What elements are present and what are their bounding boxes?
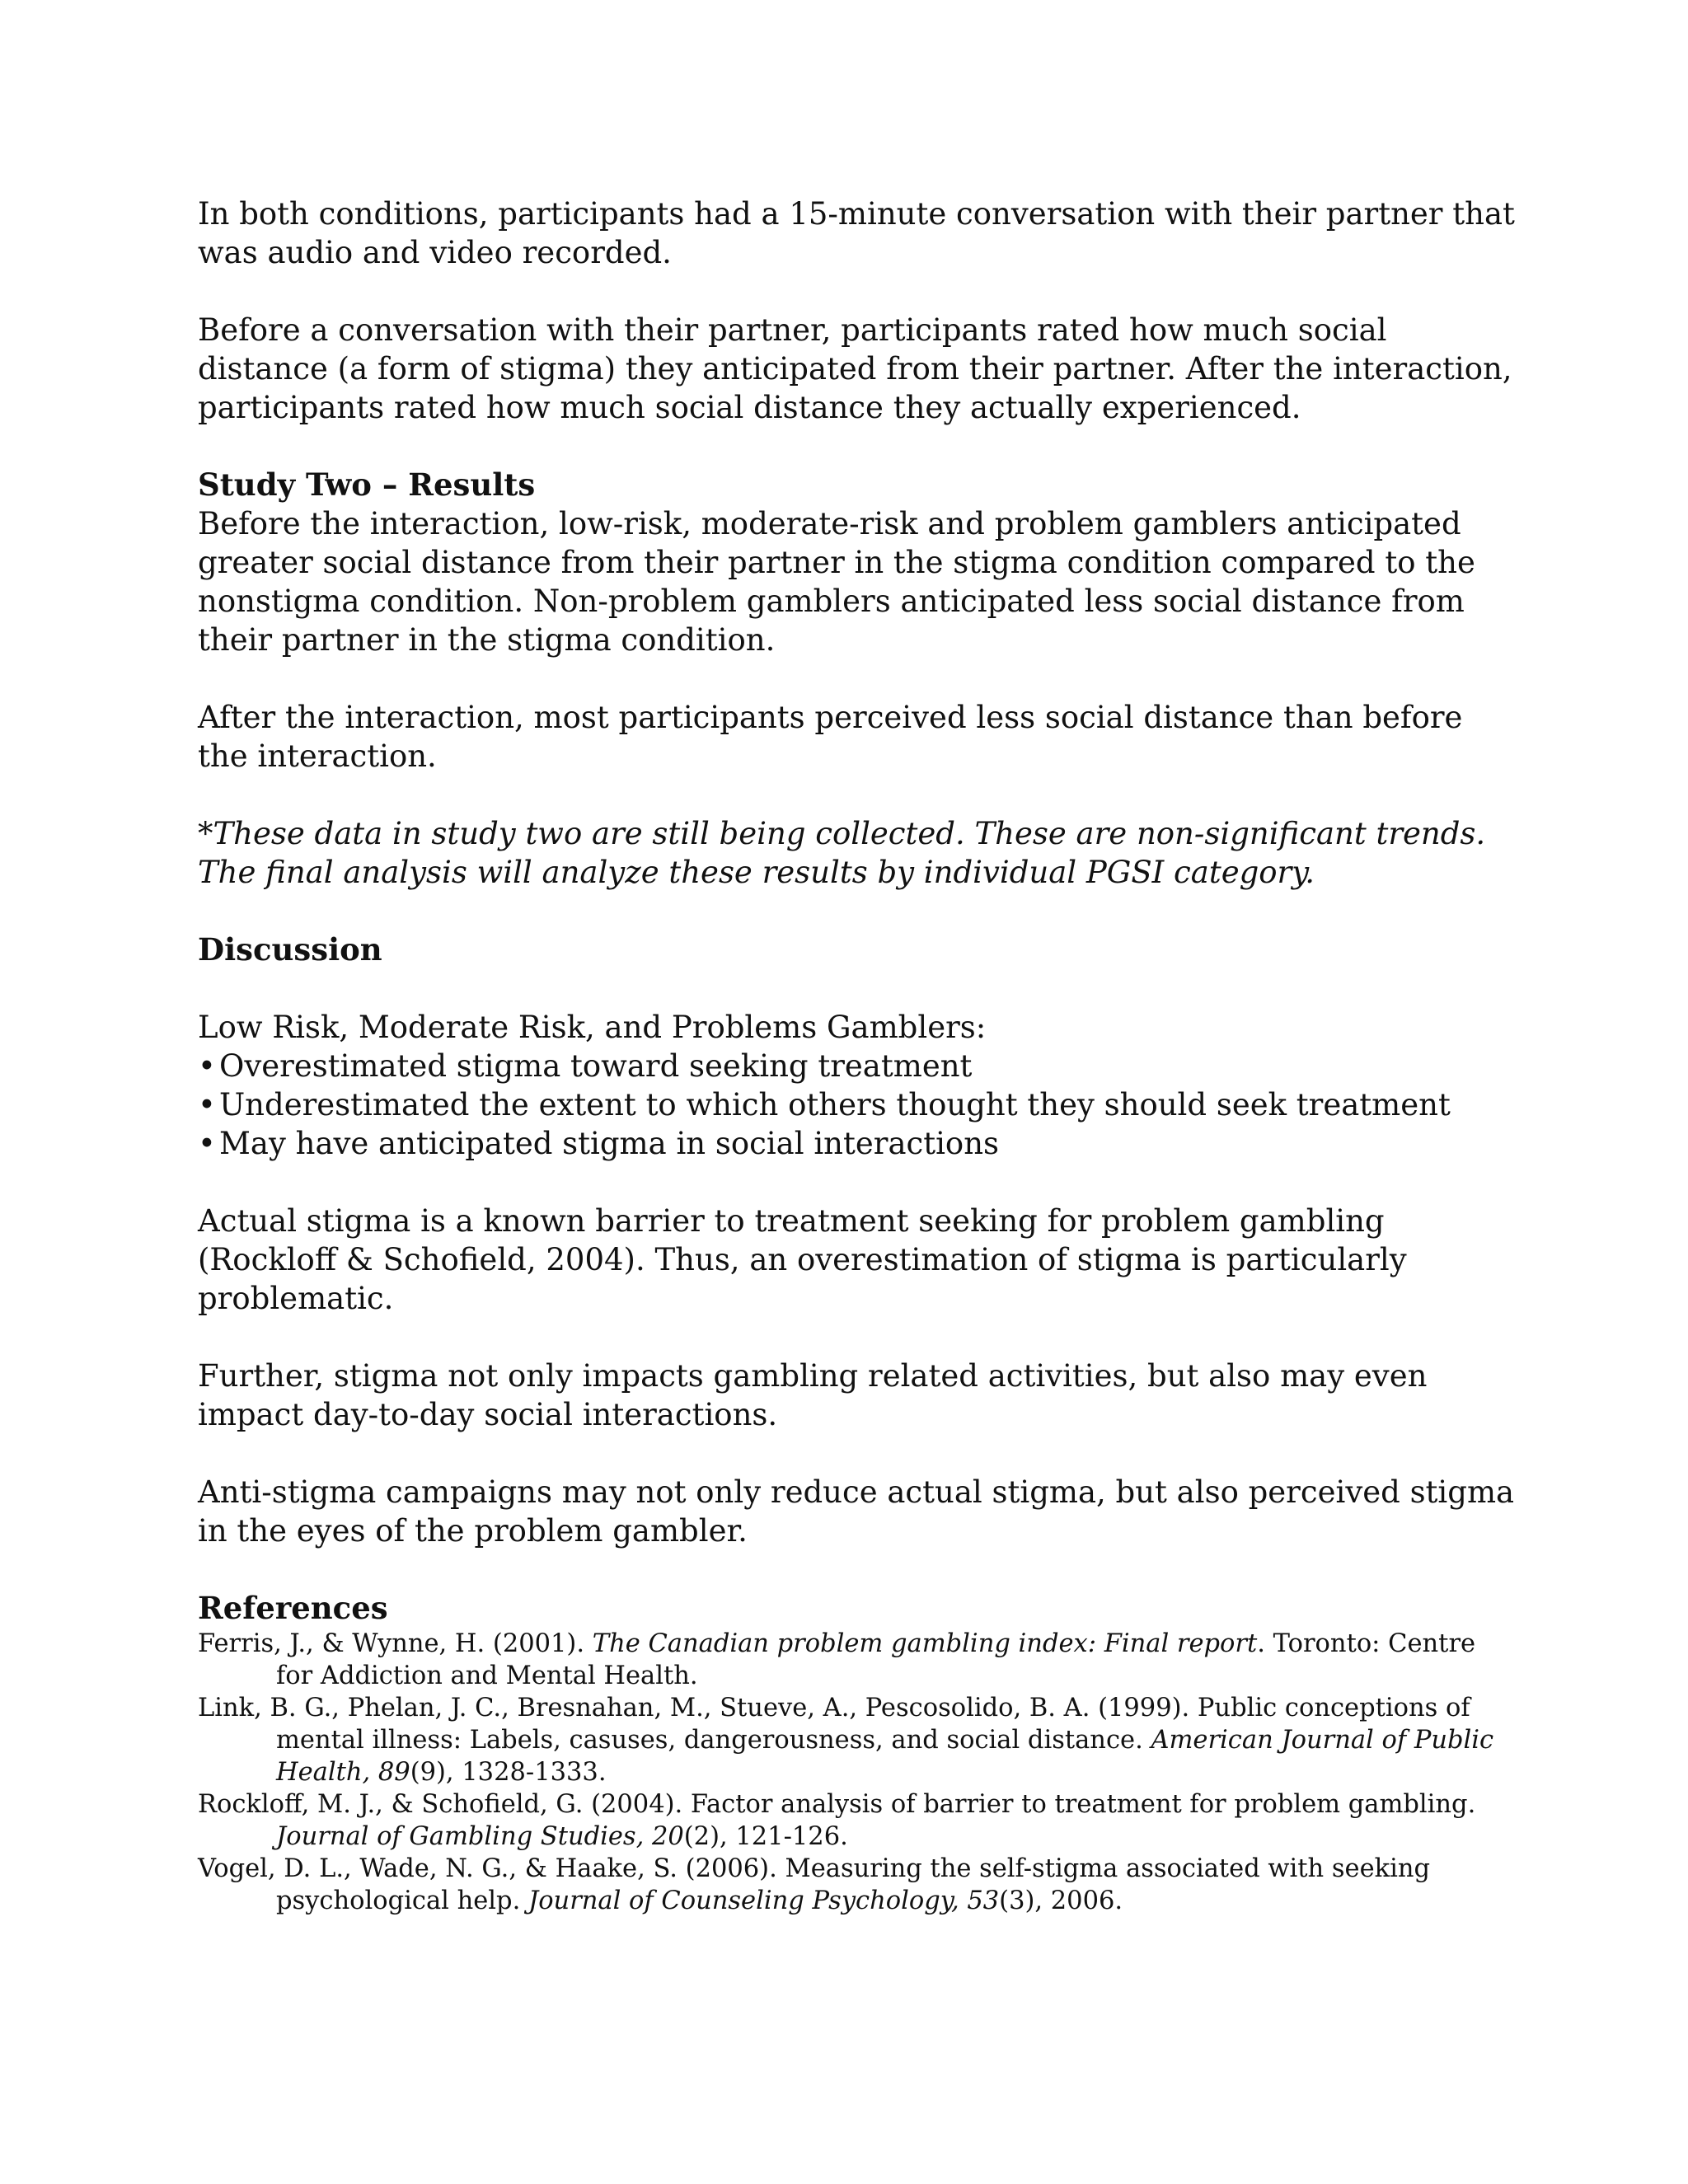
intro-paragraph-2: Before a conversation with their partner, participants rated how much social distance (a form of stigma) they anticipated from their partner. After the interaction, participants rated how much social distance they actually experienced. [198,312,1512,425]
reference-entry [198,1628,1517,1692]
bullet-mark: • [198,1087,216,1122]
study-two-paragraph-2: After the interaction, most participants perceived less social distance than before the interaction. [198,700,1463,774]
reference-entry [198,1692,1517,1788]
references-heading: References [198,1590,388,1626]
note-text: These data in study two are still being collected. These are non-significant trends. The final analysis will analyze these results by individual PGSI category. [198,816,1486,890]
reference-title: Journal of Counseling Psychology, 53 [528,1886,1000,1915]
study-two-results-heading: Study Two – Results [198,466,536,503]
reference-text: Ferris, J., & Wynne, H. (2001). [198,1629,593,1658]
discussion-paragraph-2: Further, stigma not only impacts gambling related activities, but also may even impact day-to-day social interactions. [198,1358,1428,1432]
list-item [198,1085,1517,1124]
document-page [198,194,1517,1917]
study-two-note [198,814,1517,892]
list-item [198,1047,1517,1085]
bullet-mark: • [198,1126,216,1161]
list-item-text: Underestimated the extent to which others thought they should seek treatment [219,1087,1451,1122]
reference-title: American Journal of Public Health, 89 [276,1726,1494,1787]
discussion-list-intro: Low Risk, Moderate Risk, and Problems Gamblers: [198,1010,987,1045]
list-item [198,1124,1517,1163]
reference-text: (3), 2006. [999,1886,1123,1915]
reference-text: . Toronto: Centre for Addiction and Mental Health. [276,1629,1476,1690]
reference-text: (2), 121-126. [683,1822,848,1851]
list-item-text: May have anticipated stigma in social interactions [219,1126,1000,1161]
reference-text: Vogel, D. L., Wade, N. G., & Haake, S. (2006). Measuring the self-stigma associated with seeking psychological help. [198,1854,1431,1915]
reference-text: (9), 1328-1333. [410,1758,607,1787]
discussion-paragraph-1: Actual stigma is a known barrier to treatment seeking for problem gambling (Rockloff & Schofield, 2004). Thus, an overestimation of stigma is particularly problematic. [198,1203,1407,1316]
list-item-text: Overestimated stigma toward seeking treatment [219,1048,973,1084]
note-asterisk: * [198,816,213,851]
reference-text: Rockloff, M. J., & Schofield, G. (2004). Factor analysis of barrier to treatment for problem gambling. [198,1790,1476,1819]
reference-title: The Canadian problem gambling index: Final report [592,1629,1258,1658]
discussion-paragraph-3: Anti-stigma campaigns may not only reduce actual stigma, but also perceived stigma in the eyes of the problem gambler. [198,1474,1515,1549]
discussion-heading: Discussion [198,931,382,968]
reference-entry [198,1788,1517,1853]
study-two-paragraph-1: Before the interaction, low-risk, moderate-risk and problem gamblers anticipated greater social distance from their partner in the stigma condition compared to the nonstigma condition. Non-problem gamblers anticipated less social distance from their partner in the stigma condition. [198,506,1475,658]
reference-text: Link, B. G., Phelan, J. C., Bresnahan, M., Stueve, A., Pescosolido, B. A. (1999). Public conceptions of mental illness: Labels, casuses, dangerousness, and social distance. [198,1694,1470,1755]
bullet-mark: • [198,1048,216,1084]
reference-entry [198,1853,1517,1917]
intro-paragraph-1: In both conditions, participants had a 15-minute conversation with their partner that was audio and video recorded. [198,196,1515,270]
reference-title: Journal of Gambling Studies, 20 [276,1822,684,1851]
